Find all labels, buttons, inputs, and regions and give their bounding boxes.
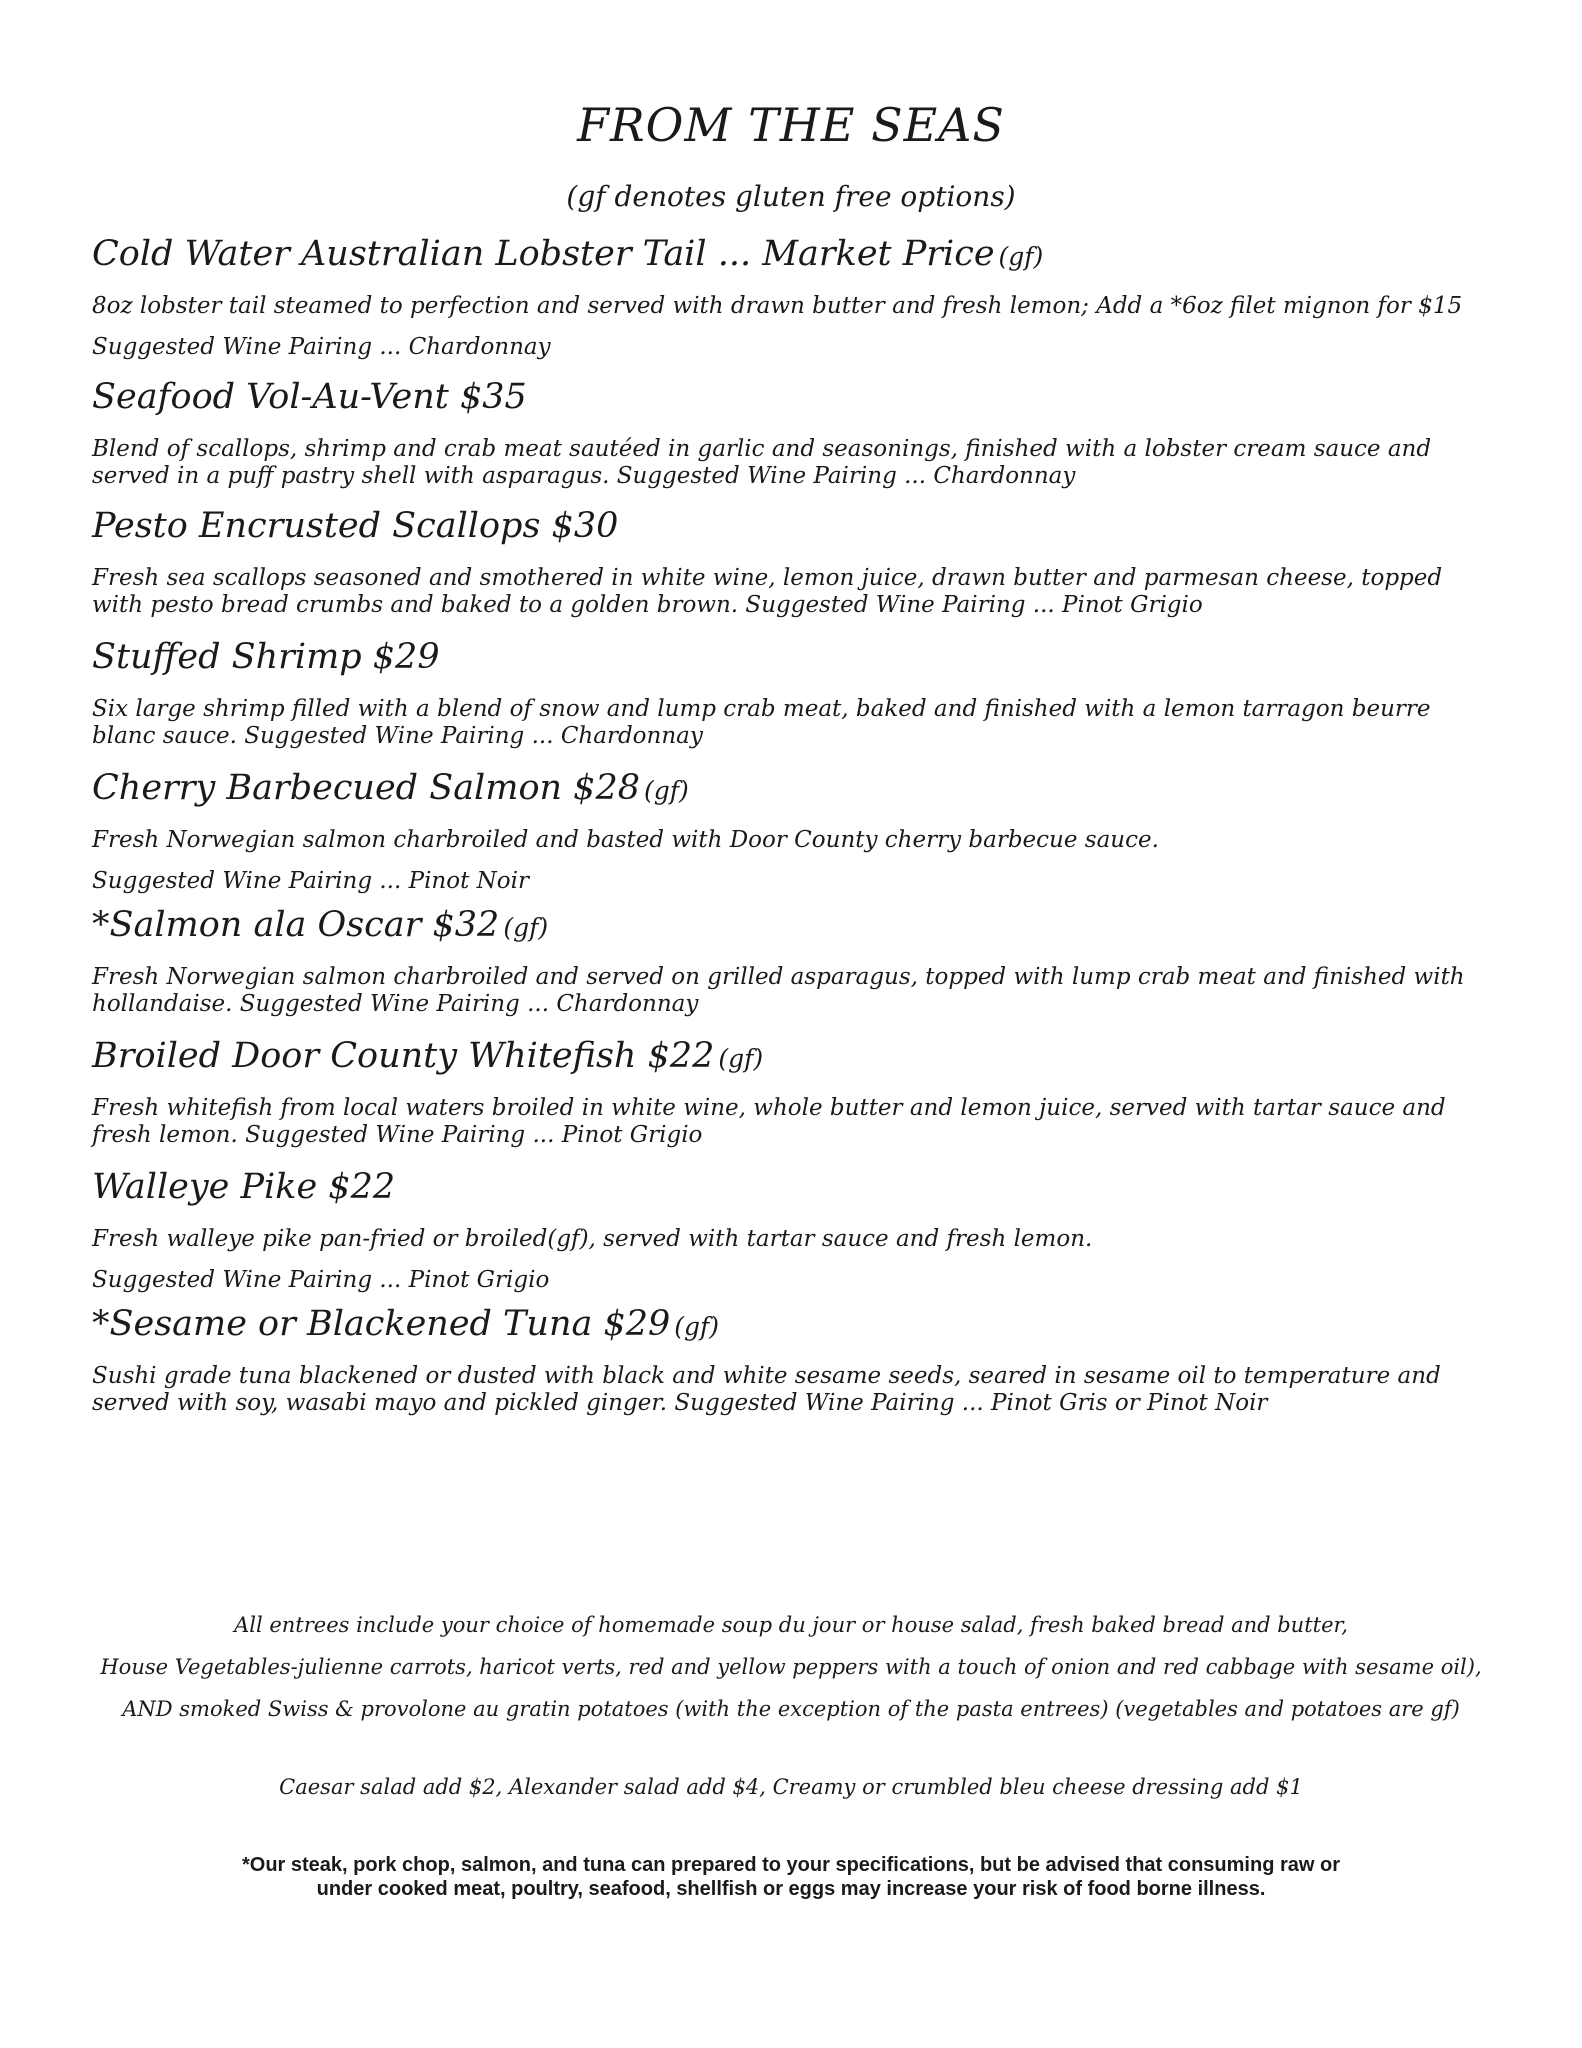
menu-item-name-price: Broiled Door County Whitefish $22 bbox=[92, 1036, 715, 1076]
menu-item-heading bbox=[92, 903, 1492, 950]
menu-item bbox=[92, 766, 1492, 895]
menu-item bbox=[92, 903, 1492, 1018]
entree-includes-line-1: All entrees include your choice of homemade soup du jour or house salad, fresh baked bread and butter, bbox=[234, 1613, 1348, 1637]
menu-item-name-price: *Salmon ala Oscar $32 bbox=[92, 905, 500, 945]
entree-includes-note bbox=[0, 1604, 1582, 1730]
gluten-free-marker: (gf) bbox=[718, 1044, 764, 1073]
menu-item bbox=[92, 635, 1492, 750]
menu-item bbox=[92, 1034, 1492, 1149]
menu-item-name-price: Stuffed Shrimp $29 bbox=[92, 637, 440, 677]
menu-item bbox=[92, 232, 1492, 361]
menu-item bbox=[92, 375, 1492, 490]
menu-item-heading bbox=[92, 1165, 1492, 1212]
consumer-advisory bbox=[0, 1853, 1582, 1901]
wine-pairing: Suggested Wine Pairing ... Chardonnay bbox=[92, 334, 551, 360]
menu-item-description: Sushi grade tuna blackened or dusted with black and white sesame seeds, seared in sesame oil to temperature and served with soy, wasabi mayo and pickled ginger. Suggested Wine Pairing ... Pinot Gris or Pinot Noir bbox=[92, 1363, 1441, 1416]
menu-item-description: Six large shrimp filled with a blend of snow and lump crab meat, baked and finished with a lemon tarragon beurre blanc sauce. Suggested Wine Pairing ... Chardonnay bbox=[92, 696, 1431, 749]
menu-item-heading bbox=[92, 232, 1492, 279]
entree-includes-line-2: House Vegetables-julienne carrots, haricot verts, red and yellow peppers with a touch of onion and red cabbage with sesame oil), bbox=[100, 1655, 1482, 1679]
menu-item-description: Fresh whitefish from local waters broiled in white wine, whole butter and lemon juice, served with tartar sauce and fresh lemon. Suggested Wine Pairing ... Pinot Grigio bbox=[92, 1095, 1446, 1148]
menu-item-name-price: Pesto Encrusted Scallops $30 bbox=[92, 506, 619, 546]
menu-item-heading bbox=[92, 504, 1492, 551]
menu-item bbox=[92, 1302, 1492, 1417]
gluten-free-marker: (gf) bbox=[503, 913, 549, 942]
menu-item-description: Fresh Norwegian salmon charbroiled and served on grilled asparagus, topped with lump crab meat and finished with hollandaise. Suggested Wine Pairing ... Chardonnay bbox=[92, 964, 1465, 1017]
page-title: FROM THE SEAS bbox=[577, 98, 1005, 152]
menu-item-heading bbox=[92, 1034, 1492, 1081]
gluten-free-marker: (gf) bbox=[998, 242, 1044, 271]
menu-item-description: Blend of scallops, shrimp and crab meat sautéed in garlic and seasonings, finished with a lobster cream sauce and served in a puff pastry shell with asparagus. Suggested Wine Pairing ... Chardonnay bbox=[92, 436, 1432, 489]
menu-item-description: 8oz lobster tail steamed to perfection and served with drawn butter and fresh lemon; Add a *6oz filet mignon for $15 bbox=[92, 293, 1463, 319]
entree-includes-line-3: AND smoked Swiss & provolone au gratin potatoes (with the exception of the pasta entrees) (vegetables and potatoes are gf) bbox=[122, 1697, 1460, 1721]
menu-item-name-price: Cherry Barbecued Salmon $28 bbox=[92, 768, 640, 808]
wine-pairing: Suggested Wine Pairing ... Pinot Noir bbox=[92, 868, 529, 894]
menu-item-name-price: Cold Water Australian Lobster Tail ... Market Price bbox=[92, 234, 995, 274]
gluten-free-marker: (gf) bbox=[674, 1312, 720, 1341]
menu-item-description: Fresh Norwegian salmon charbroiled and basted with Door County cherry barbecue sauce. bbox=[92, 827, 1159, 853]
menu-item-heading bbox=[92, 1302, 1492, 1349]
menu-item-name-price: Walleye Pike $22 bbox=[92, 1167, 396, 1207]
salad-addons-note: Caesar salad add $2, Alexander salad add $4, Creamy or crumbled bleu cheese dressing add $1 bbox=[279, 1775, 1303, 1799]
wine-pairing: Suggested Wine Pairing ... Pinot Grigio bbox=[92, 1267, 550, 1293]
menu-item bbox=[92, 504, 1492, 619]
gluten-free-note: (gf denotes gluten free options) bbox=[566, 180, 1016, 213]
consumer-advisory-line-2: under cooked meat, poultry, seafood, shellfish or eggs may increase your risk of food borne illness. bbox=[316, 1878, 1266, 1900]
menu-item bbox=[92, 1165, 1492, 1294]
gluten-free-marker: (gf) bbox=[644, 776, 689, 805]
menu-item-heading bbox=[92, 766, 1492, 813]
menu-items bbox=[92, 232, 1492, 1417]
menu-item-description: Fresh sea scallops seasoned and smothered in white wine, lemon juice, drawn butter and parmesan cheese, topped with pesto bread crumbs and baked to a golden brown. Suggested Wine Pairing ... Pinot Grigio bbox=[92, 565, 1443, 618]
menu-item-description: Fresh walleye pike pan-fried or broiled(gf), served with tartar sauce and fresh lemon. bbox=[92, 1226, 1093, 1252]
menu-item-name-price: *Sesame or Blackened Tuna $29 bbox=[92, 1304, 671, 1344]
consumer-advisory-line-1: *Our steak, pork chop, salmon, and tuna can prepared to your specifications, but be advised that consuming raw or bbox=[242, 1854, 1340, 1876]
menu-item-heading bbox=[92, 635, 1492, 682]
menu-item-heading bbox=[92, 375, 1492, 422]
menu-item-name-price: Seafood Vol-Au-Vent $35 bbox=[92, 377, 527, 417]
